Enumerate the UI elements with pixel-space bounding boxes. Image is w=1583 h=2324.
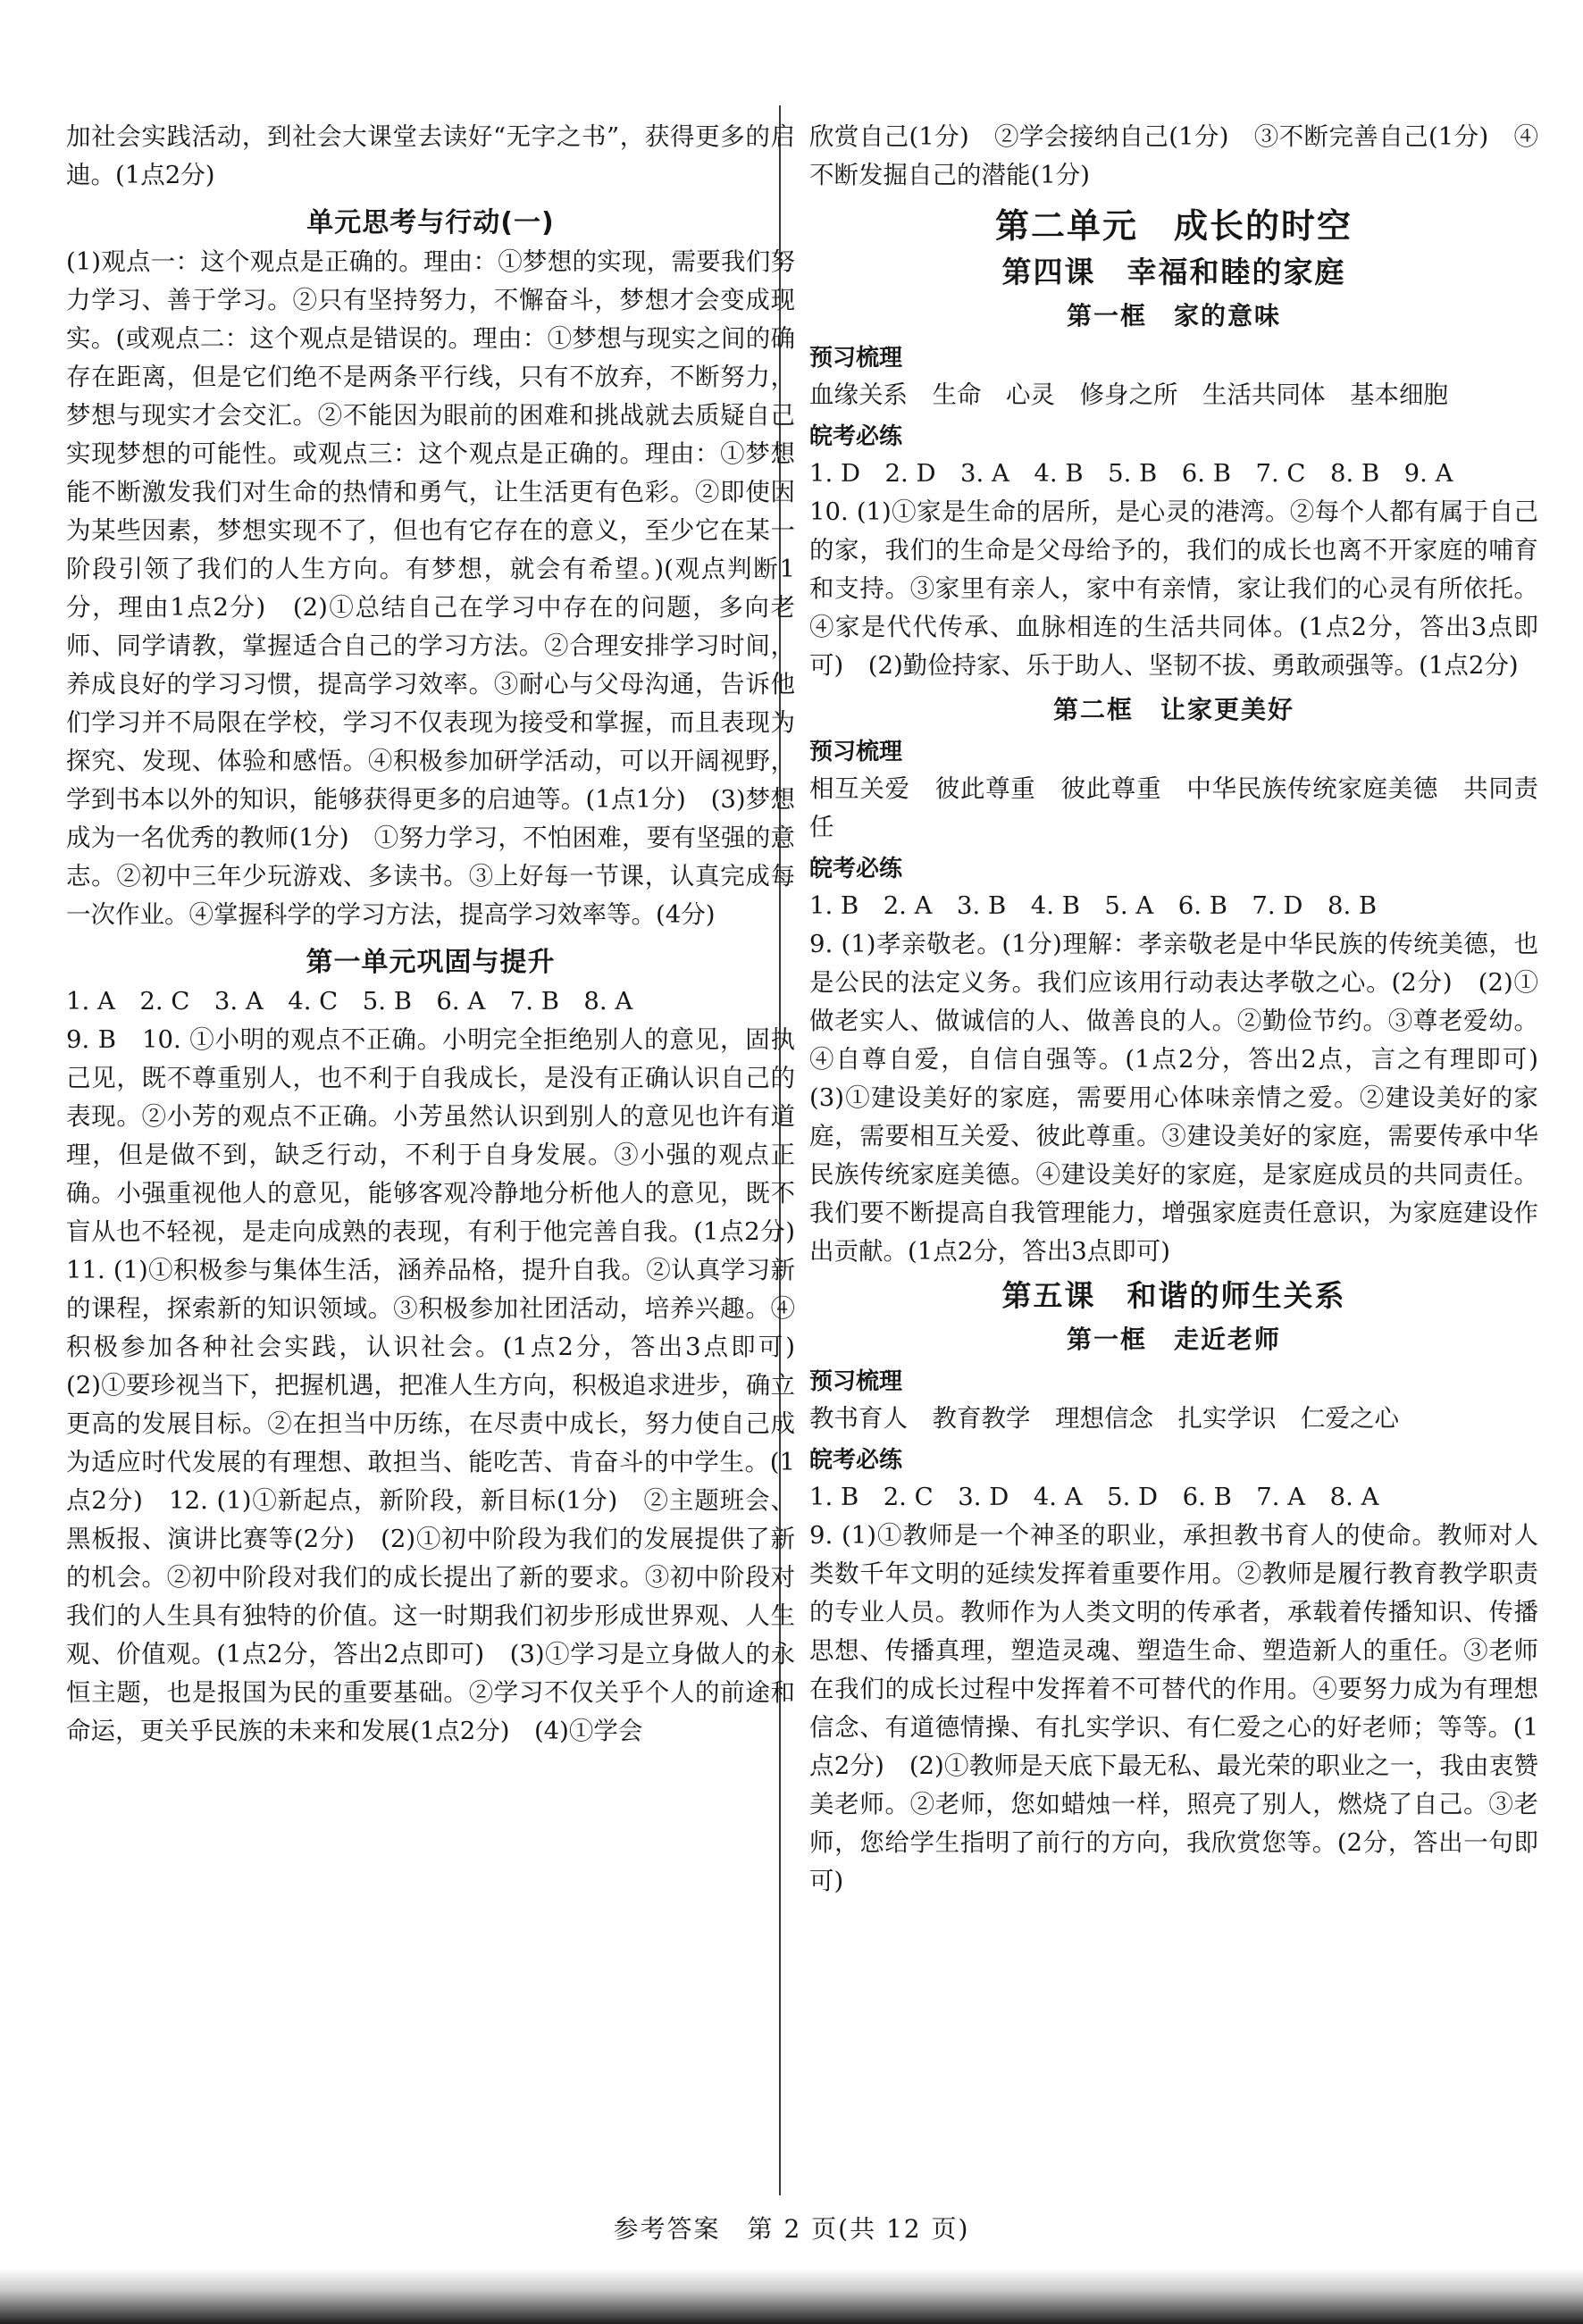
- choice-answers: 1. A 2. C 3. A 4. C 5. B 6. A 7. B 8. A: [66, 987, 633, 1016]
- paragraph: 9. (1)①教师是一个神圣的职业，承担教书育人的使命。教师对人类数千年文明的延续发挥着重要作用。②教师是履行教育教学职责的专业人员。教师作为人类文明的传承者，承载着传播知识、传播思想、传播真理，塑造灵魂、塑造生命、塑造新人的重任。③老师在我们的成长过程中发挥着不可替代的作用。④要努力成为有理想信念、有道德情操、有扎实学识、有仁爱之心的好老师；等等。(1点2分) (2)①教师是天底下最无私、最光荣的职业之一，我由衷赞美老师。②老师，您如蜡烛一样，照亮了别人，燃烧了自己。③老师，您给学生指明了前行的方向，我欣赏您等。(2分，答出一句即可): [809, 1521, 1538, 1895]
- lesson-title: 第五课 和谐的师生关系: [1001, 1278, 1346, 1313]
- choice-answers: 1. B 2. A 3. B 4. B 5. A 6. B 7. D 8. B: [809, 891, 1378, 920]
- practice-label: 皖考必练: [809, 1447, 903, 1474]
- paragraph: 10. (1)①家是生命的居所，是心灵的港湾。②每个人都有属于自己的家，我们的生命是父母给予的，我们的成长也离不开家庭的哺育和支持。③家里有亲人，家中有亲情，家让我们的心灵有所依托。④家是代代传承、血脉相连的生活共同体。(1点2分，答出3点即可) (2)勤俭持家、乐于助人、坚韧不拔、勇敢顽强等。(1点2分): [809, 497, 1538, 680]
- section-heading: 单元思考与行动(一): [306, 207, 555, 238]
- page-footer: 参考答案 第 2 页(共 12 页): [613, 2214, 970, 2244]
- preview-label: 预习梳理: [809, 1368, 903, 1395]
- frame-title: 第一框 家的意味: [1066, 301, 1281, 330]
- preview-label: 预习梳理: [809, 739, 903, 765]
- lesson-title: 第四课 幸福和睦的家庭: [1001, 255, 1346, 289]
- paragraph: 加社会实践活动，到社会大课堂去读好“无字之书”，获得更多的启迪。(1点2分): [66, 122, 795, 189]
- preview-answers: 血缘关系 生命 心灵 修身之所 生活共同体 基本细胞: [809, 380, 1448, 409]
- section-heading: 第一单元巩固与提升: [306, 947, 556, 978]
- preview-label: 预习梳理: [809, 345, 903, 372]
- choice-answers: 1. D 2. D 3. A 4. B 5. B 6. B 7. C 8. B 9. A: [809, 459, 1453, 488]
- paragraph: (1)观点一：这个观点是正确的。理由：①梦想的实现，需要我们努力学习、善于学习。②只有坚持努力，不懈奋斗，梦想才会变成现实。(或观点二：这个观点是错误的。理由：①梦想与现实之间的确存在距离，但是它们绝不是两条平行线，只有不放弃，不断努力，梦想与现实才会交汇。②不能因为眼前的困难和挑战就去质疑自己实现梦想的可能性。或观点三：这个观点是正确的。理由：①梦想能不断激发我们对生命的热情和勇气，让生活更有色彩。②即使因为某些因素，梦想实现不了，但也有它存在的意义，至少它在某一阶段引领了我们的人生方向。有梦想，就会有希望。)(观点判断1分，理由1点2分) (2)①总结自己在学习中存在的问题，多向老师、同学请教，掌握适合自己的学习方法。②合理安排学习时间，养成良好的学习习惯，提高学习效率。③耐心与父母沟通，告诉他们学习并不局限在学校，学习不仅表现为接受和掌握，而且表现为探究、发现、体验和感悟。④积极参加研学活动，可以开阔视野，学到书本以外的知识，能够获得更多的启迪等。(1点1分) (3)梦想 成为一名优秀的教师(1分) ①努力学习，不怕困难，要有坚强的意志。②初中三年少玩游戏、多读书。③上好每一节课，认真完成每一次作业。④掌握科学的学习方法，提高学习效率等。(4分): [66, 247, 820, 929]
- paragraph: 9. (1)孝亲敬老。(1分)理解：孝亲敬老是中华民族的传统美德，也是公民的法定义务。我们应该用行动表达孝敬之心。(2分) (2)①做老实人、做诚信的人、做善良的人。②勤俭节约。③尊老爱幼。④自尊自爱，自信自强等。(1点2分，答出2点，言之有理即可) (3)①建设美好的家庭，需要用心体味亲情之爱。②建设美好的家庭，需要相互关爱、彼此尊重。③建设美好的家庭，需要传承中华民族传统家庭美德。④建设美好的家庭，是家庭成员的共同责任。我们要不断提高自我管理能力，增强家庭责任意识，为家庭建设作出贡献。(1点2分，答出3点即可): [809, 930, 1563, 1266]
- unit-title: 第二单元 成长的时空: [994, 206, 1353, 246]
- frame-title: 第二框 让家更美好: [1052, 695, 1294, 724]
- right-column: [809, 118, 1563, 1901]
- frame-title: 第一框 走近老师: [1066, 1325, 1281, 1354]
- paragraph: 9. B 10. ①小明的观点不正确。小明完全拒绝别人的意见，固执己见，既不尊重别人，也不利于自我成长，是没有正确认识自己的表现。②小芳的观点不正确。小芳虽然认识到别人的意见也许有道理，但是做不到，缺乏行动，不利于自身发展。③小强的观点正确。小强重视他人的意见，能够客观冷静地分析他人的意见，既不盲从也不轻视，是走向成熟的表现，有利于他完善自我。(1点2分) 11. (1)①积极参与集体生活，涵养品格，提升自我。②认真学习新的课程，探索新的知识领域。③积极参加社团活动，培养兴趣。④积极参加各种社会实践，认识社会。(1点2分，答出3点即可) (2)①要珍视当下，把握机遇，把准人生方向，积极追求进步，确立更高的发展目标。②在担当中历练，在尽责中成长，努力使自己成为适应时代发展的有理想、敢担当、能吃苦、肯奋斗的中学生。(1点2分) 12. (1)①新起点，新阶段，新目标(1分) ②主题班会、黑板报、演讲比赛等(2分) (2)①初中阶段为我们的发展提供了新的机会。②初中阶段对我们的成长提出了新的要求。③初中阶段对我们的人生具有独特的价值。这一时期我们初步形成世界观、人生观、价值观。(1点2分，答出2点即可) (3)①学习是立身做人的永恒主题，也是报国为民的重要基础。②学习不仅关乎个人的前途和命运，更关乎民族的未来和发展(1点2分) (4)①学会: [66, 1025, 820, 1745]
- preview-answers: 教书育人 教育教学 理想信念 扎实学识 仁爱之心: [809, 1404, 1399, 1433]
- preview-answers: 相互关爱 彼此尊重 彼此尊重 中华民族传统家庭美德 共同责任: [809, 774, 1538, 841]
- scan-shadow: [0, 2269, 1583, 2324]
- practice-label: 皖考必练: [809, 423, 903, 450]
- paragraph: 欣赏自己(1分) ②学会接纳自己(1分) ③不断完善自己(1分) ④不断发掘自己的潜能(1分): [809, 122, 1538, 189]
- practice-label: 皖考必练: [809, 856, 903, 882]
- choice-answers: 1. B 2. C 3. D 4. A 5. D 6. B 7. A 8. A: [809, 1483, 1379, 1511]
- left-column: [66, 118, 820, 1751]
